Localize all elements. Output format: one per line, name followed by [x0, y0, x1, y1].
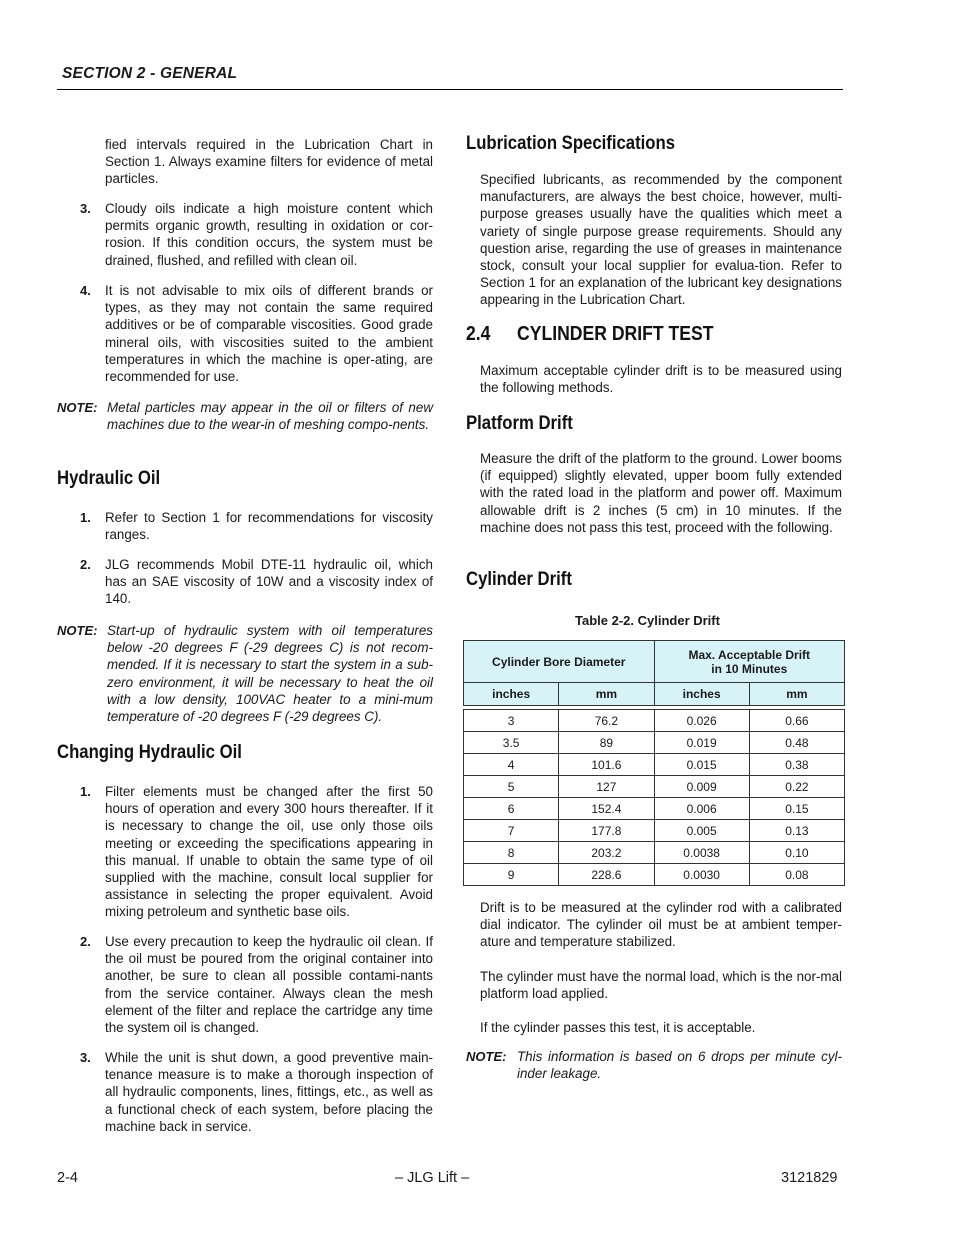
col-header-bore-mm: mm	[559, 683, 654, 706]
note-label: NOTE:	[57, 400, 98, 415]
cell-drift-mm: 0.13	[749, 820, 844, 842]
document-number: 3121829	[781, 1170, 838, 1186]
cell-bore-inches: 7	[464, 820, 559, 842]
table-row	[464, 776, 845, 798]
table-row	[464, 732, 845, 754]
list-item: Filter elements must be changed after the first 50 hours of operation and every 300 hours thereafter. If it is necessary to change the oil, use only those oils meeting or exceeding the specifications appearing in this manual. If unable to obtain the same type of oil supplied with the machine, consult local supplier for assistance in selecting the proper equivalent. Avoid mixing petroleum and synthetic base oils.	[105, 784, 433, 920]
cell-bore-mm: 76.2	[559, 710, 654, 732]
max-drift-line2: in 10 Minutes	[711, 661, 788, 676]
note-label: NOTE:	[466, 1049, 507, 1064]
cell-drift-mm: 0.48	[749, 732, 844, 754]
item-number: 3.	[80, 201, 91, 216]
table-row	[464, 798, 845, 820]
cell-drift-mm: 0.22	[749, 776, 844, 798]
platform-drift-heading: Platform Drift	[466, 413, 573, 434]
normal-load-paragraph: The cylinder must have the normal load, which is the nor-mal platform load applied.	[480, 969, 842, 1002]
cell-bore-inches: 3.5	[464, 732, 559, 754]
changing-hydraulic-oil-heading: Changing Hydraulic Oil	[57, 742, 242, 763]
hydraulic-oil-heading: Hydraulic Oil	[57, 468, 161, 489]
col-group-bore-diameter: Cylinder Bore Diameter	[464, 641, 655, 683]
cell-drift-mm: 0.38	[749, 754, 844, 776]
intro-paragraph: fied intervals required in the Lubrication Chart in Section 1. Always examine filters for evidence of metal particles.	[105, 137, 433, 187]
table-row	[464, 864, 845, 886]
col-header-bore-inches: inches	[464, 683, 559, 706]
cell-drift-inches: 0.026	[654, 710, 749, 732]
footer-brand: – JLG Lift –	[395, 1170, 470, 1186]
drift-measure-paragraph: Drift is to be measured at the cylinder rod with a calibrated dial indicator. The cylinder oil must be at ambient temper-ature and temperature stabilized.	[480, 900, 842, 950]
col-header-drift-mm: mm	[749, 683, 844, 706]
cell-bore-inches: 5	[464, 776, 559, 798]
cell-drift-inches: 0.005	[654, 820, 749, 842]
cylinder-drift-test-intro: Maximum acceptable cylinder drift is to be measured using the following methods.	[480, 363, 842, 396]
cell-bore-inches: 3	[464, 710, 559, 732]
cell-bore-mm: 152.4	[559, 798, 654, 820]
section-2-4-number: 2.4	[466, 323, 491, 345]
list-item: While the unit is shut down, a good preventive main-tenance measure is to make a thorough inspection of all hydraulic components, lines, fittings, etc., as well as a functional check of each system, before placing the machine back in service.	[105, 1050, 433, 1134]
cell-bore-inches: 9	[464, 864, 559, 886]
cell-drift-inches: 0.019	[654, 732, 749, 754]
table-caption: Table 2-2. Cylinder Drift	[575, 613, 720, 628]
note-text: Start-up of hydraulic system with oil temperatures below -20 degrees F (-29 degrees C) is not recom-mended. If it is necessary to start the system in a sub-zero environment, it will be necessary to heat the oil with a low density, 100VAC heater to a mini-mum temperature of -20 degrees F (-29 degrees C).	[107, 623, 433, 725]
cell-drift-inches: 0.015	[654, 754, 749, 776]
list-item: Cloudy oils indicate a high moisture content which permits organic growth, resulting in oxidation or cor-rosion. If this condition occurs, the system must be drained, flushed, and refilled with clean oil.	[105, 201, 433, 268]
page-number: 2-4	[57, 1170, 78, 1186]
section-header: SECTION 2 - GENERAL	[62, 65, 238, 82]
cell-drift-mm: 0.15	[749, 798, 844, 820]
platform-drift-paragraph: Measure the drift of the platform to the ground. Lower booms (if equipped) slightly elevated, upper boom fully extended with the rated load in the platform and power off. Maximum allowable drift is 2 inches (5 cm) in 10 minutes. If the machine does not pass this test, proceed with the following.	[480, 451, 842, 535]
table-row	[464, 820, 845, 842]
cell-bore-mm: 127	[559, 776, 654, 798]
cell-drift-inches: 0.0038	[654, 842, 749, 864]
cell-bore-inches: 8	[464, 842, 559, 864]
table-row	[464, 710, 845, 732]
cylinder-drift-table	[463, 640, 845, 886]
list-item: JLG recommends Mobil DTE-11 hydraulic oil, which has an SAE viscosity of 10W and a viscosity index of 140.	[105, 557, 433, 607]
cell-drift-mm: 0.66	[749, 710, 844, 732]
list-item: Refer to Section 1 for recommendations for viscosity ranges.	[105, 510, 433, 543]
item-number: 1.	[80, 784, 91, 799]
cell-bore-mm: 101.6	[559, 754, 654, 776]
cell-bore-mm: 228.6	[559, 864, 654, 886]
lubrication-paragraph: Specified lubricants, as recommended by the component manufacturers, are always the best choice, however, multi-purpose greases usually have the qualities which meet a variety of single purpose grease requirements. Should any question arise, regarding the use of greases in maintenance stock, consult your local supplier for evalua-tion. Refer to Section 1 for an explanation of the lubricant key designations appearing in the Lubrication Chart.	[480, 172, 842, 308]
note-text: This information is based on 6 drops per minute cyl-inder leakage.	[517, 1049, 842, 1082]
table-body	[464, 710, 845, 886]
table-row	[464, 754, 845, 776]
col-header-drift-inches: inches	[654, 683, 749, 706]
header-rule	[57, 89, 843, 90]
lubrication-specifications-heading: Lubrication Specifications	[466, 133, 676, 154]
cell-bore-mm: 89	[559, 732, 654, 754]
cell-bore-mm: 203.2	[559, 842, 654, 864]
cell-drift-mm: 0.10	[749, 842, 844, 864]
list-item: It is not advisable to mix oils of different brands or types, as they may not contain the same required additives or be of comparable viscosities. Good grade mineral oils, with viscosities suited to the ambient temperatures in which the machine is oper-ating, are recommended for use.	[105, 283, 433, 385]
item-number: 2.	[80, 934, 91, 949]
acceptance-paragraph: If the cylinder passes this test, it is acceptable.	[480, 1020, 756, 1035]
list-item: Use every precaution to keep the hydraulic oil clean. If the oil must be poured from the original container into another, be sure to clean all possible contami-nants from the service container. Always clean the mesh element of the filter and replace the cartridge any time the system oil is changed.	[105, 934, 433, 1036]
table-row	[464, 842, 845, 864]
cell-drift-inches: 0.009	[654, 776, 749, 798]
cell-bore-mm: 177.8	[559, 820, 654, 842]
cell-drift-inches: 0.006	[654, 798, 749, 820]
cylinder-drift-heading: Cylinder Drift	[466, 569, 572, 590]
cell-drift-mm: 0.08	[749, 864, 844, 886]
cell-drift-inches: 0.0030	[654, 864, 749, 886]
item-number: 2.	[80, 557, 91, 572]
col-group-max-drift	[654, 641, 845, 683]
item-number: 1.	[80, 510, 91, 525]
cell-bore-inches: 6	[464, 798, 559, 820]
max-drift-line1: Max. Acceptable Drift	[688, 647, 811, 662]
item-number: 4.	[80, 283, 91, 298]
item-number: 3.	[80, 1050, 91, 1065]
note-label: NOTE:	[57, 623, 98, 638]
section-2-4-title: CYLINDER DRIFT TEST	[517, 323, 714, 345]
cell-bore-inches: 4	[464, 754, 559, 776]
note-text: Metal particles may appear in the oil or filters of new machines due to the wear-in of meshing compo-nents.	[107, 400, 433, 433]
